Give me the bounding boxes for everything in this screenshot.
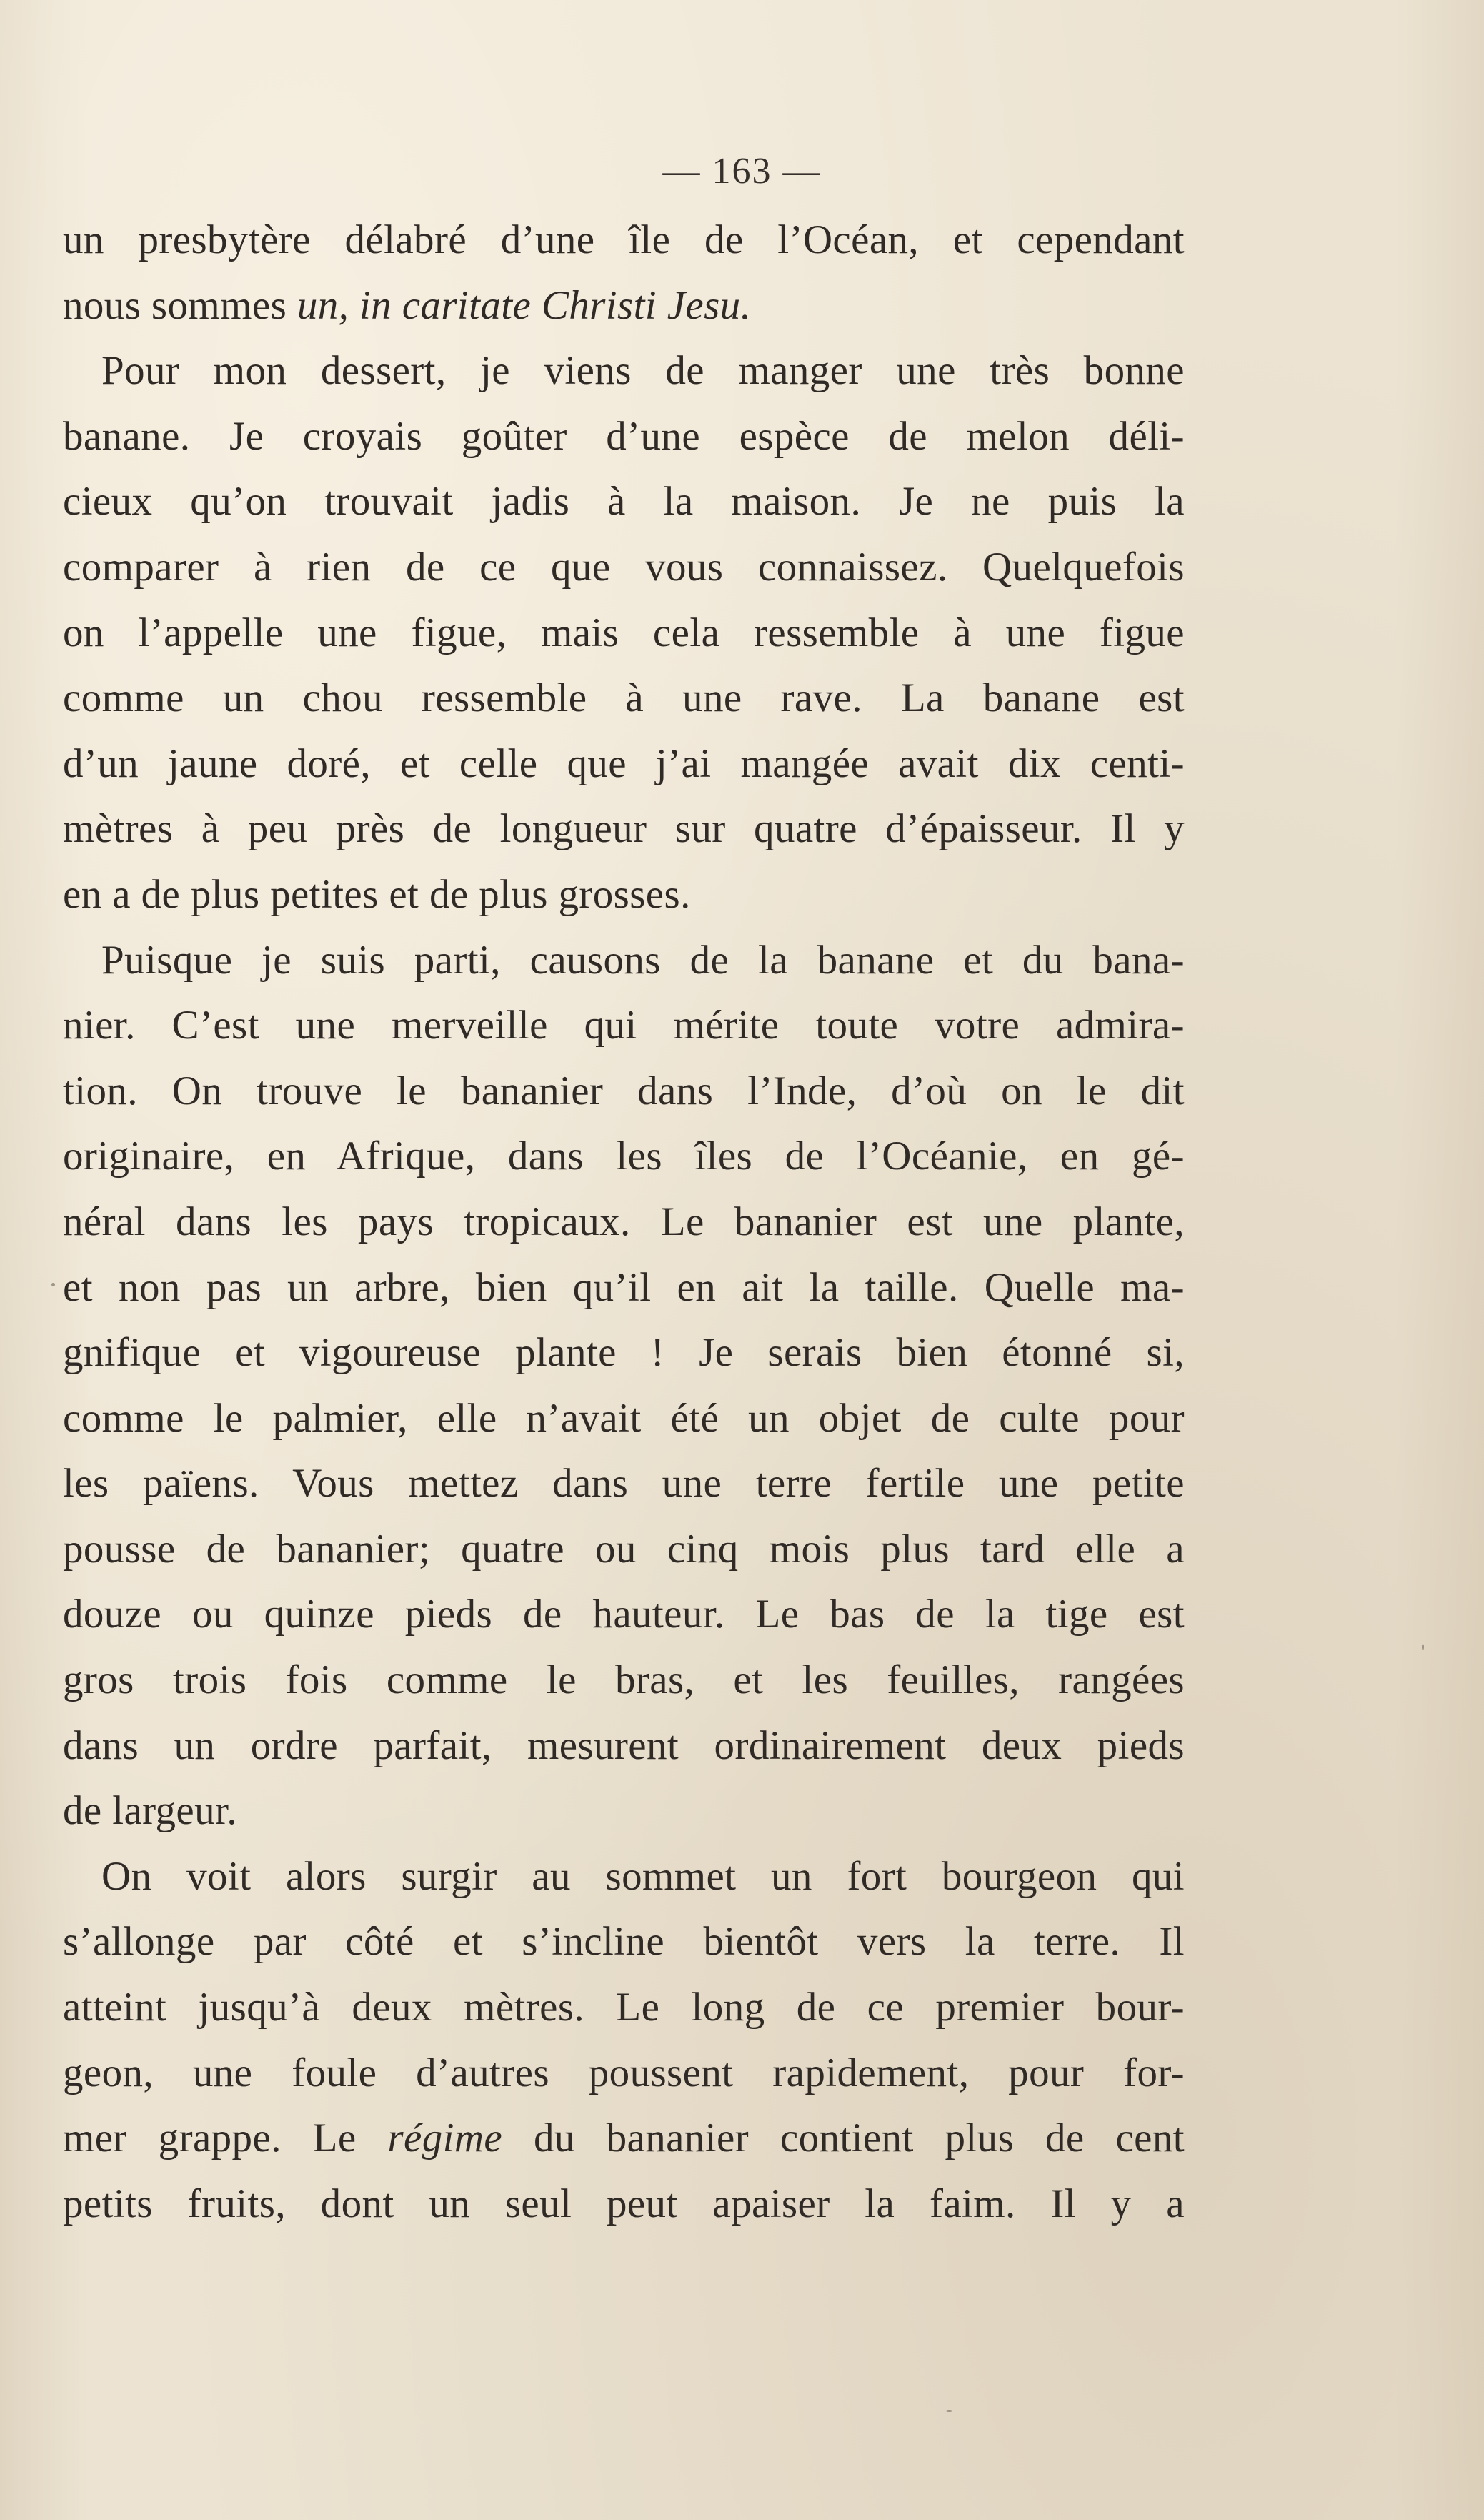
text-line: les païens. Vous mettez dans une terre fertile une petite [63, 1461, 1185, 1507]
text-line: nier. C’est une merveille qui mérite toute votre admira- [63, 1003, 1185, 1048]
paragraph-start: On voit alors surgir au sommet un fort bourgeon qui [101, 1853, 1185, 1899]
body-text [63, 207, 1185, 2236]
text-line: s’allonge par côté et s’incline bientôt vers la terre. Il [63, 1919, 1185, 1965]
text-line: mètres à peu près de longueur sur quatre d’épaisseur. Il y [63, 806, 1185, 852]
page-number: — 163 — [662, 151, 822, 192]
text-line: néral dans les pays tropicaux. Le bananier est une plante, [63, 1199, 1185, 1244]
text-line: atteint jusqu’à deux mètres. Le long de ce premier bour- [63, 1985, 1185, 2030]
text-line: originaire, en Afrique, dans les îles de l’Océanie, en gé- [63, 1133, 1185, 1179]
text-line: on l’appelle une figue, mais cela ressemble à une figue [63, 610, 1185, 655]
text-line: comme un chou ressemble à une rave. La banane est [63, 675, 1185, 721]
italic-text: régime [387, 2115, 503, 2161]
text-line: gros trois fois comme le bras, et les feuilles, rangées [63, 1657, 1185, 1703]
paper-speck [1422, 1644, 1424, 1650]
text-run: nous sommes [63, 282, 297, 328]
text-line: d’un jaune doré, et celle que j’ai mangée avait dix centi- [63, 740, 1185, 786]
text-line [63, 273, 1185, 339]
italic-text: un, in caritate Christi Jesu. [297, 282, 752, 328]
text-line: en a de plus petites et de plus grosses. [63, 871, 691, 917]
text-line: gnifique et vigoureuse plante ! Je serais bien étonné si, [63, 1330, 1185, 1376]
text-line: cieux qu’on trouvait jadis à la maison. Je ne puis la [63, 479, 1185, 525]
text-line: douze ou quinze pieds de hauteur. Le bas de la tige est [63, 1592, 1185, 1637]
text-run: du bananier contient plus de cent [502, 2115, 1185, 2161]
text-line: de largeur. [63, 1788, 237, 1834]
paragraph-start: Puisque je suis parti, causons de la banane et du bana- [101, 937, 1185, 983]
text-line [63, 2105, 1185, 2171]
text-line: et non pas un arbre, bien qu’il en ait la taille. Quelle ma- [63, 1264, 1185, 1310]
paper-speck [51, 1283, 55, 1286]
text-line: comme le palmier, elle n’avait été un objet de culte pour [63, 1395, 1185, 1441]
text-line: pousse de bananier; quatre ou cinq mois plus tard elle a [63, 1526, 1185, 1572]
paragraph-start: Pour mon dessert, je viens de manger une très bonne [101, 348, 1185, 394]
text-line: dans un ordre parfait, mesurent ordinairement deux pieds [63, 1722, 1185, 1768]
paper-speck [946, 2410, 952, 2412]
text-line: banane. Je croyais goûter d’une espèce de melon déli- [63, 413, 1185, 459]
text-run: mer grappe. Le [63, 2115, 388, 2161]
text-line: petits fruits, dont un seul peut apaiser la faim. Il y a [63, 2181, 1185, 2226]
text-line: tion. On trouve le bananier dans l’Inde, d’où on le dit [63, 1068, 1185, 1113]
text-line: geon, une foule d’autres poussent rapidement, pour for- [63, 2050, 1185, 2095]
text-line: un presbytère délabré d’une île de l’Océan, et cependant [63, 217, 1185, 262]
text-line: comparer à rien de ce que vous connaissez. Quelquefois [63, 544, 1185, 590]
